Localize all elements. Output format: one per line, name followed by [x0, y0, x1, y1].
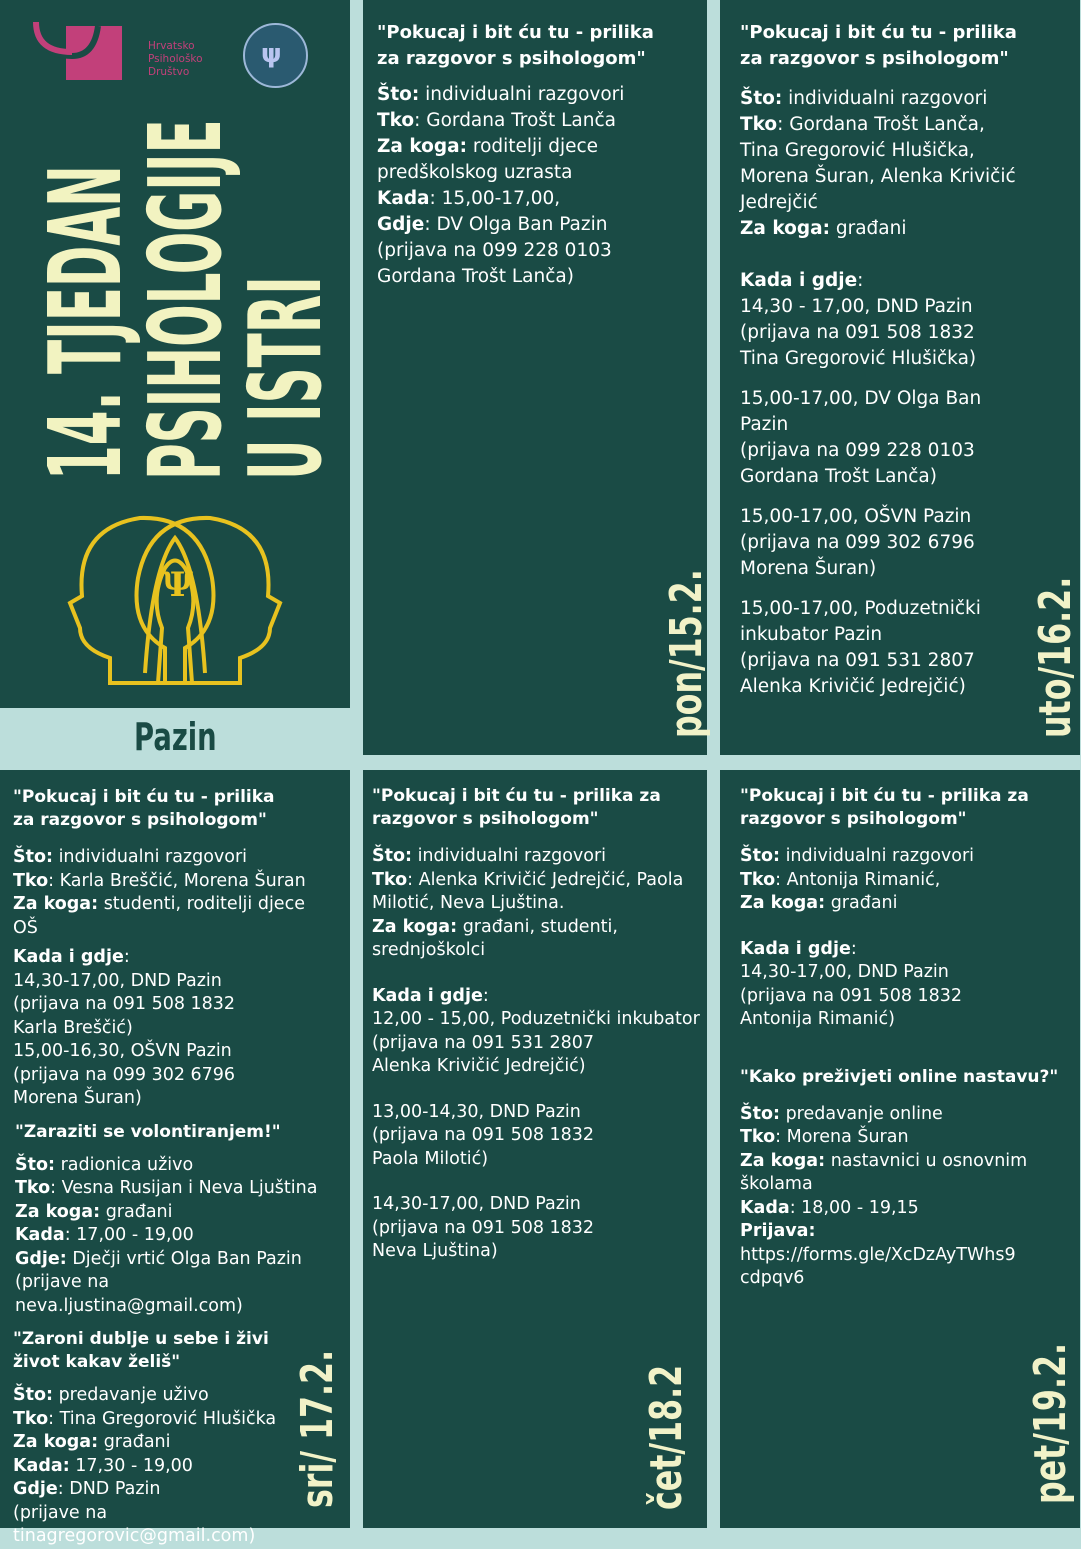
event-details: Što: individualni razgovori Tko: Alenka Krivičić Jedrejčić, Paola Milotić, Neva Ljuština. Za koga: građani, studenti, srednjoškolci Kada i gdje: 12,00 - 15,00, Poduzetnički inkubator (prijava na 091 531 2807 Alenka Krivičić Jedrejčić) 13,00-14,30, DND Pazin (prijava na 091 508 1832 Paola Milotić) 14,30-17,00, DND Pazin (prijava na 091 508 1832 Neva Ljuština): [372, 846, 700, 1261]
event-title: "Zaroni dublje u sebe i živi život kakav želiš": [13, 1329, 269, 1372]
society-name: Hrvatsko Psihološko Društvo: [148, 40, 203, 78]
event-title: "Pokucaj i bit ću tu - prilika za razgovor s psihologom": [377, 22, 654, 69]
day-panel-monday: [363, 0, 712, 755]
event-details: Što: predavanje online Tko: Morena Šuran Za koga: nastavnici u osnovnim školama Kada: 18,00 - 19,15 Prijava: https://forms.gle/XcDzAyTWhs9cdpqv6: [740, 1103, 1030, 1291]
chamber-seal-icon: ψ: [243, 23, 308, 88]
day-label-monday: pon/15.2.: [661, 569, 712, 738]
svg-text:Ψ: Ψ: [162, 565, 194, 605]
day-label-wednesday: sri/ 17.2.: [292, 1349, 343, 1508]
event-details: Što: individualni razgovori Tko: Gordana Trošt Lanča, Tina Gregorović Hlušička, Morena Šuran, Alenka Krivičić Jedrejčić Za koga: građani Kada i gdje: 14,30 - 17,00, DND Pazin (prijava na 091 508 1832 Tina Gregorović Hlušička) 15,00-17,00, DV Olga Ban Pazin (prijava na 099 228 0103 Gordana Trošt Lanča) 15,00-17,00, OŠVN Pazin (prijava na 099 302 6796 Morena Šuran) 15,00-17,00, Poduzetnički inkubator Pazin (prijava na 091 531 2807 Alenka Krivičić Jedrejčić): [740, 88, 1016, 697]
event-details: Što: predavanje uživo Tko: Tina Gregorović Hlušička Za koga: građani Kada: 17,30 - 19,00 Gdje: DND Pazin (prijave na tinagregorovic@gmail.com): [13, 1385, 277, 1546]
event-details: Što: radionica uživo Tko: Vesna Rusijan i Neva Ljuština Za koga: građani Kada: 17,00 - 19,00 Gdje: Dječji vrtić Olga Ban Pazin (prijave na neva.ljustina@gmail.com): [15, 1154, 318, 1316]
day-label-tuesday: uto/16.2.: [1030, 576, 1081, 738]
event-title: "Pokucaj i bit ću tu - prilika za razgovor s psihologom": [740, 22, 1017, 69]
event-details: Što: individualni razgovori Tko: Antonija Rimanić, Za koga: građani Kada i gdje: 14,30-17,00, DND Pazin (prijava na 091 508 1832 Antonija Rimanić): [740, 846, 975, 1029]
day-label-thursday: čet/18.2: [641, 1364, 692, 1510]
event-title: "Pokucaj i bit ću tu - prilika za razgovor s psihologom": [740, 786, 1029, 829]
day-panel-wednesday: [0, 770, 350, 1546]
event-title: "Pokucaj i bit ću tu - prilika za razgovor s psihologom": [372, 786, 661, 829]
event-title: 14. TJEDAN PSIHOLOGIJE U ISTRI: [27, 119, 344, 480]
event-details: Što: individualni razgovori Tko: Karla Breščić, Morena Šuran Za koga: studenti, roditelji djece OŠ Kada i gdje: 14,30-17,00, DND Pazin (prijava na 091 508 1832 Karla Breščić) 15,00-16,30, OŠVN Pazin (prijava na 099 302 6796 Morena Šuran): [13, 847, 306, 1108]
event-title: "Zaraziti se volontiranjem!": [15, 1121, 281, 1142]
event-title: "Kako preživjeti online nastavu?": [740, 1066, 1059, 1087]
event-title: "Pokucaj i bit ću tu - prilika za razgovor s psihologom": [13, 787, 275, 830]
header-panel: [0, 0, 350, 766]
two-heads-psi-icon: [70, 508, 280, 688]
registration-link[interactable]: https://forms.gle/XcDzAyTWhs9cdpqv6: [740, 1244, 1016, 1288]
day-panel-thursday: [363, 770, 707, 1528]
day-label-friday: pet/19.2.: [1025, 1342, 1076, 1504]
day-panel-tuesday: [720, 0, 1080, 755]
event-details: Što: individualni razgovori Tko: Gordana Trošt Lanča Za koga: roditelji djece predškolskog uzrasta Kada: 15,00-17,00, Gdje: DV Olga Ban Pazin (prijava na 099 228 0103 Gordana Trošt Lanča): [377, 84, 625, 287]
city-label: Pazin: [0, 708, 350, 766]
day-panel-friday: [720, 770, 1080, 1528]
